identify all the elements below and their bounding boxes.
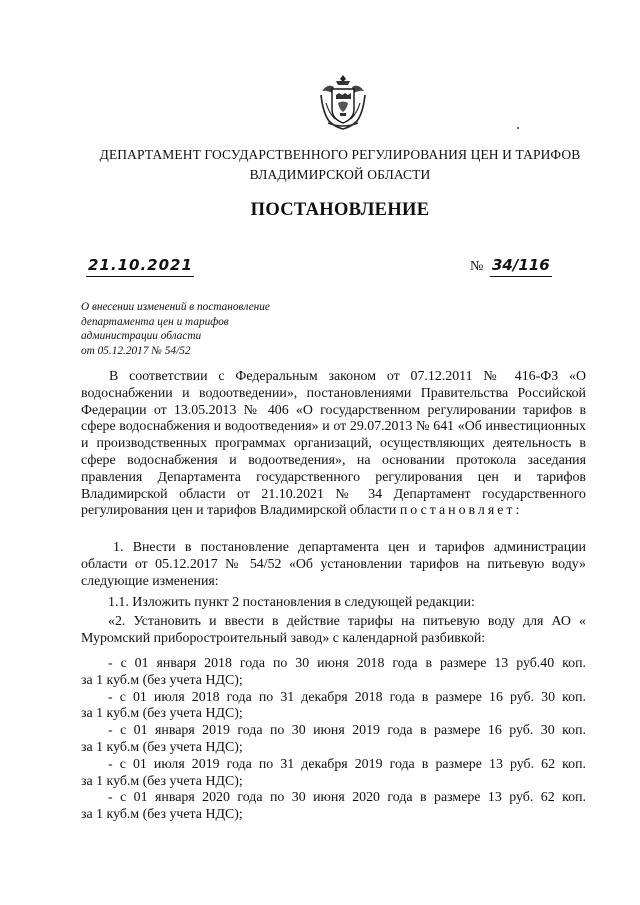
document-number: 34/116: [492, 256, 550, 274]
document-date: 21.10.2021: [88, 256, 193, 274]
subject-line: администрации области: [81, 330, 202, 343]
number-underline: [490, 276, 552, 277]
subject-line: от 05.12.2017 № 54/52: [81, 344, 191, 357]
tariff-item: [81, 757, 586, 791]
tariff-unit: за 1 куб.м (без учета НДС);: [81, 739, 243, 755]
resolves-word: постановляет:: [399, 503, 523, 519]
preamble-paragraph: [81, 369, 586, 520]
tariff-period: - с 01 января 2018 года по 30 июня 2018 года в размере 13 руб.40 коп.: [108, 656, 586, 671]
tariff-period: - с 01 июля 2018 года по 31 декабря 2018 года в размере 16 руб. 30 коп.: [108, 689, 586, 705]
tariff-period: - с 01 января 2019 года по 30 июня 2019 года в размере 16 руб. 30 коп.: [108, 723, 586, 739]
tariff-item: [81, 790, 586, 824]
tariff-period: - с 01 января 2020 года по 30 июня 2020 года в размере 13 руб. 62 коп.: [108, 790, 586, 806]
tariff-period: - с 01 июля 2019 года по 31 декабря 2019 года в размере 13 руб. 62 коп.: [108, 756, 586, 772]
coat-of-arms-icon: [318, 73, 368, 131]
document-title: ПОСТАНОВЛЕНИЕ: [250, 200, 430, 220]
tariff-unit: за 1 куб.м (без учета НДС);: [81, 672, 243, 688]
speck: [517, 127, 519, 129]
paragraph-2: «2. Установить и ввести в действие тарифы на питьевую воду для АО « Муромский приборостроительный завод» с календарной разбивкой:: [81, 614, 586, 646]
tariff-item: [81, 690, 586, 724]
subject-line: О внесении изменений в постановление: [81, 301, 270, 313]
paragraph-1-1: 1.1. Изложить пункт 2 постановления в следующей редакции:: [108, 595, 475, 610]
subject-line: департамента цен и тарифов: [81, 315, 229, 328]
number-sign: №: [470, 259, 484, 274]
tariff-item: [81, 723, 586, 757]
paragraph-1: 1. Внести в постановление департамента цен и тарифов администрации области от 05.12.2017 № 54/52 «Об установлении тарифов на питьевую воду» следующие изменения:: [81, 540, 586, 589]
preamble-text: В соответствии с Федеральным законом от 07.12.2011 № 416-ФЗ «О водоснабжении и водоотведении», постановлениями Правительства Российской Федерации от 13.05.2013 № 406 «О государственном регулировании тарифов в сфере водоснабжения и водоотведения» и от 29.07.2013 № 641 «Об инвестиционных и производственных программах организаций, осуществляющих деятельность в сфере водоснабжения и водоотведения», на основании протокола заседания правления Департамента государственного регулирования цен и тарифов Владимирской области от 21.10.2021 № 34 Департамент государственного регулирования цен и тарифов Владимирской области: [81, 369, 586, 519]
department-name: ДЕПАРТАМЕНТ ГОСУДАРСТВЕННОГО РЕГУЛИРОВАНИЯ ЦЕН И ТАРИФОВ: [99, 147, 581, 162]
tariff-list: [81, 656, 586, 824]
document-subject: [81, 300, 321, 358]
tariff-unit: за 1 куб.м (без учета НДС);: [81, 773, 243, 789]
tariff-unit: за 1 куб.м (без учета НДС);: [81, 706, 243, 722]
department-region: ВЛАДИМИРСКОЙ ОБЛАСТИ: [249, 167, 431, 182]
date-underline: [86, 276, 194, 277]
tariff-unit: за 1 куб.м (без учета НДС);: [81, 807, 243, 823]
tariff-item: [81, 656, 586, 690]
